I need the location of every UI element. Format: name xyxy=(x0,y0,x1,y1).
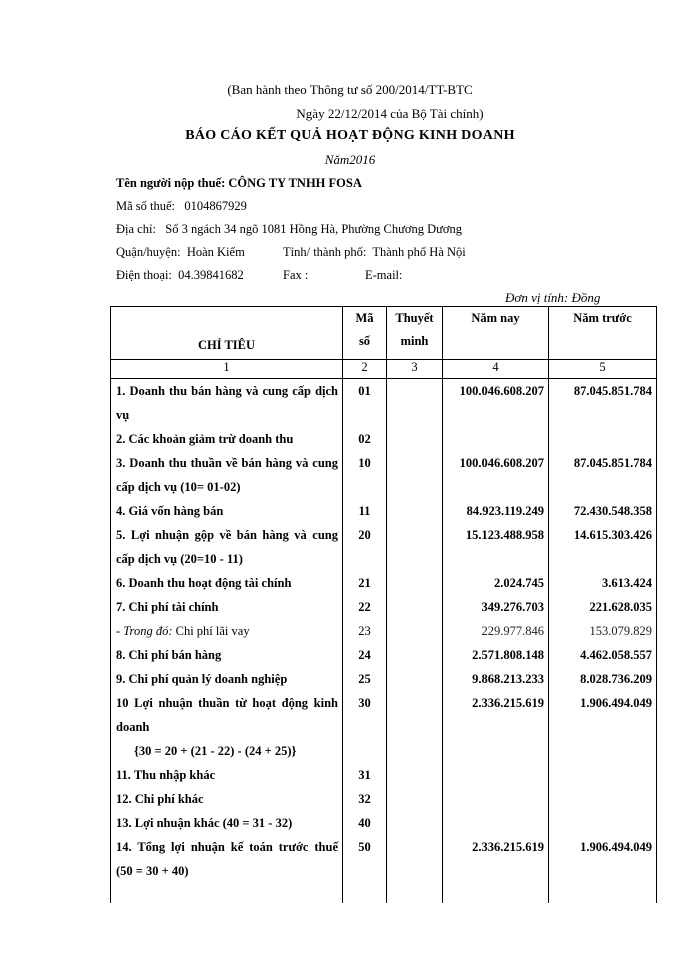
table-row xyxy=(111,499,657,523)
row-previous: 221.628.035 xyxy=(549,595,657,619)
row-code: 11 xyxy=(343,499,387,523)
row-current: 100.046.608.207 xyxy=(443,379,549,428)
phone-line xyxy=(116,268,244,283)
row-previous xyxy=(549,763,657,787)
table-row xyxy=(111,763,657,787)
row-note xyxy=(387,763,443,787)
row-label: 1. Doanh thu bán hàng và cung cấp dịch vụ xyxy=(111,379,343,428)
row-label: 13. Lợi nhuận khác (40 = 31 - 32) xyxy=(111,811,343,835)
col-number: 1 xyxy=(111,360,343,379)
row-current xyxy=(443,763,549,787)
row-label: 14. Tổng lợi nhuận kế toán trước thuế (50 = 30 + 40) xyxy=(111,835,343,883)
row-note xyxy=(387,643,443,667)
province-line xyxy=(283,245,466,260)
header-previous-year: Năm trước xyxy=(549,307,657,360)
row-note xyxy=(387,811,443,835)
row-note xyxy=(387,379,443,428)
row-label: 3. Doanh thu thuần về bán hàng và cung cấp dịch vụ (10= 01-02) xyxy=(111,451,343,499)
header-current-year: Năm nay xyxy=(443,307,549,360)
address-line xyxy=(116,222,462,237)
row-label: 9. Chi phí quản lý doanh nghiệp xyxy=(111,667,343,691)
row-code: 40 xyxy=(343,811,387,835)
row-label: 2. Các khoản giảm trừ doanh thu xyxy=(111,427,343,451)
col-number: 5 xyxy=(549,360,657,379)
row-label: 7. Chi phí tài chính xyxy=(111,595,343,619)
tax-code-line xyxy=(116,199,247,214)
row-label-text: 10 Lợi nhuận thuần từ hoạt động kinh doanh xyxy=(116,696,338,734)
row-label-prefix: - Trong đó: xyxy=(116,624,173,638)
header-code-line2: số xyxy=(358,334,371,348)
row-note xyxy=(387,427,443,451)
row-current: 229.977.846 xyxy=(443,619,549,643)
table-row xyxy=(111,451,657,499)
row-code: 23 xyxy=(343,619,387,643)
row-current: 2.024.745 xyxy=(443,571,549,595)
table-row xyxy=(111,835,657,883)
row-previous: 72.430.548.358 xyxy=(549,499,657,523)
row-label-text: Chi phí lãi vay xyxy=(175,624,250,638)
header-indicator: CHỈ TIÊU xyxy=(111,307,343,360)
row-previous: 87.045.851.784 xyxy=(549,451,657,499)
row-current: 349.276.703 xyxy=(443,595,549,619)
taxpayer-name: CÔNG TY TNHH FOSA xyxy=(228,176,362,190)
table-row xyxy=(111,691,657,763)
address-value: Số 3 ngách 34 ngõ 1081 Hồng Hà, Phường Chương Dương xyxy=(165,222,463,236)
circular-reference: (Ban hành theo Thông tư số 200/2014/TT-BTC xyxy=(227,82,473,97)
table-row xyxy=(111,667,657,691)
table-row xyxy=(111,643,657,667)
column-number-row xyxy=(111,360,657,379)
table-row xyxy=(111,571,657,595)
row-note xyxy=(387,571,443,595)
row-previous: 87.045.851.784 xyxy=(549,379,657,428)
col-number: 3 xyxy=(387,360,443,379)
row-current: 2.336.215.619 xyxy=(443,835,549,883)
row-note xyxy=(387,451,443,499)
row-previous xyxy=(549,811,657,835)
row-note xyxy=(387,835,443,883)
row-code: 20 xyxy=(343,523,387,571)
table-row xyxy=(111,427,657,451)
row-label: 8. Chi phí bán hàng xyxy=(111,643,343,667)
row-current: 84.923.119.249 xyxy=(443,499,549,523)
taxpayer-label: Tên người nộp thuế: xyxy=(116,176,226,190)
row-note xyxy=(387,499,443,523)
row-current: 2.571.808.148 xyxy=(443,643,549,667)
district-line xyxy=(116,245,245,260)
empty-cell xyxy=(549,883,657,903)
row-code: 31 xyxy=(343,763,387,787)
row-previous: 4.462.058.557 xyxy=(549,643,657,667)
report-year: Năm2016 xyxy=(324,152,376,167)
header-note xyxy=(387,307,443,360)
row-code: 24 xyxy=(343,643,387,667)
row-code: 25 xyxy=(343,667,387,691)
row-note xyxy=(387,787,443,811)
row-code: 32 xyxy=(343,787,387,811)
header-code xyxy=(343,307,387,360)
row-previous: 1.906.494.049 xyxy=(549,691,657,763)
row-current: 15.123.488.958 xyxy=(443,523,549,571)
row-previous xyxy=(549,787,657,811)
row-label: 12. Chi phí khác xyxy=(111,787,343,811)
row-current xyxy=(443,811,549,835)
tax-code-value: 0104867929 xyxy=(184,199,247,213)
header-code-line1: Mã xyxy=(355,311,374,325)
row-code: 50 xyxy=(343,835,387,883)
header-note-line2: minh xyxy=(400,334,429,348)
row-previous: 14.615.303.426 xyxy=(549,523,657,571)
empty-cell xyxy=(387,883,443,903)
row-code: 01 xyxy=(343,379,387,428)
row-label-formula: {30 = 20 + (21 - 22) - (24 + 25)} xyxy=(134,744,297,758)
empty-cell xyxy=(111,883,343,903)
row-label: 4. Giá vốn hàng bán xyxy=(111,499,343,523)
fax-label: Fax : xyxy=(283,268,309,282)
currency-unit: Đơn vị tính: Đồng xyxy=(505,290,601,305)
row-label: 6. Doanh thu hoạt động tài chính xyxy=(111,571,343,595)
report-title: BÁO CÁO KẾT QUẢ HOẠT ĐỘNG KINH DOANH xyxy=(185,128,515,143)
row-label xyxy=(111,619,343,643)
address-label: Địa chỉ: xyxy=(116,222,156,236)
row-previous xyxy=(549,427,657,451)
empty-cell xyxy=(343,883,387,903)
province-value: Thành phố Hà Nội xyxy=(372,245,466,259)
row-current: 9.868.213.233 xyxy=(443,667,549,691)
row-current xyxy=(443,427,549,451)
taxpayer-line xyxy=(116,176,362,191)
row-code: 30 xyxy=(343,691,387,763)
table-row xyxy=(111,619,657,643)
row-label: 11. Thu nhập khác xyxy=(111,763,343,787)
row-code: 02 xyxy=(343,427,387,451)
table-row xyxy=(111,595,657,619)
col-number: 2 xyxy=(343,360,387,379)
row-note xyxy=(387,619,443,643)
row-current: 100.046.608.207 xyxy=(443,451,549,499)
district-label: Quận/huyện: xyxy=(116,245,181,259)
row-label xyxy=(111,691,343,763)
row-label: 5. Lợi nhuận gộp về bán hàng và cung cấp dịch vụ (20=10 - 11) xyxy=(111,523,343,571)
income-statement-table xyxy=(110,306,657,903)
row-previous: 153.079.829 xyxy=(549,619,657,643)
phone-label: Điện thoại: xyxy=(116,268,172,282)
row-note xyxy=(387,691,443,763)
tax-code-label: Mã số thuế: xyxy=(116,199,176,213)
row-note xyxy=(387,595,443,619)
table-row xyxy=(111,379,657,428)
table-row xyxy=(111,787,657,811)
row-previous: 1.906.494.049 xyxy=(549,835,657,883)
table-row xyxy=(111,523,657,571)
row-previous: 3.613.424 xyxy=(549,571,657,595)
empty-cell xyxy=(443,883,549,903)
table-row xyxy=(111,811,657,835)
row-previous: 8.028.736.209 xyxy=(549,667,657,691)
table-row-continuation xyxy=(111,883,657,903)
row-current xyxy=(443,787,549,811)
row-current: 2.336.215.619 xyxy=(443,691,549,763)
col-number: 4 xyxy=(443,360,549,379)
table-header-row xyxy=(111,307,657,360)
row-note xyxy=(387,667,443,691)
phone-value: 04.39841682 xyxy=(178,268,244,282)
row-code: 21 xyxy=(343,571,387,595)
province-label: Tỉnh/ thành phố: xyxy=(283,245,367,259)
row-code: 22 xyxy=(343,595,387,619)
header-note-line1: Thuyết xyxy=(395,311,434,325)
circular-date: Ngày 22/12/2014 của Bộ Tài chính) xyxy=(296,106,484,121)
district-value: Hoàn Kiếm xyxy=(186,245,245,259)
row-code: 10 xyxy=(343,451,387,499)
row-note xyxy=(387,523,443,571)
email-label: E-mail: xyxy=(365,268,403,282)
